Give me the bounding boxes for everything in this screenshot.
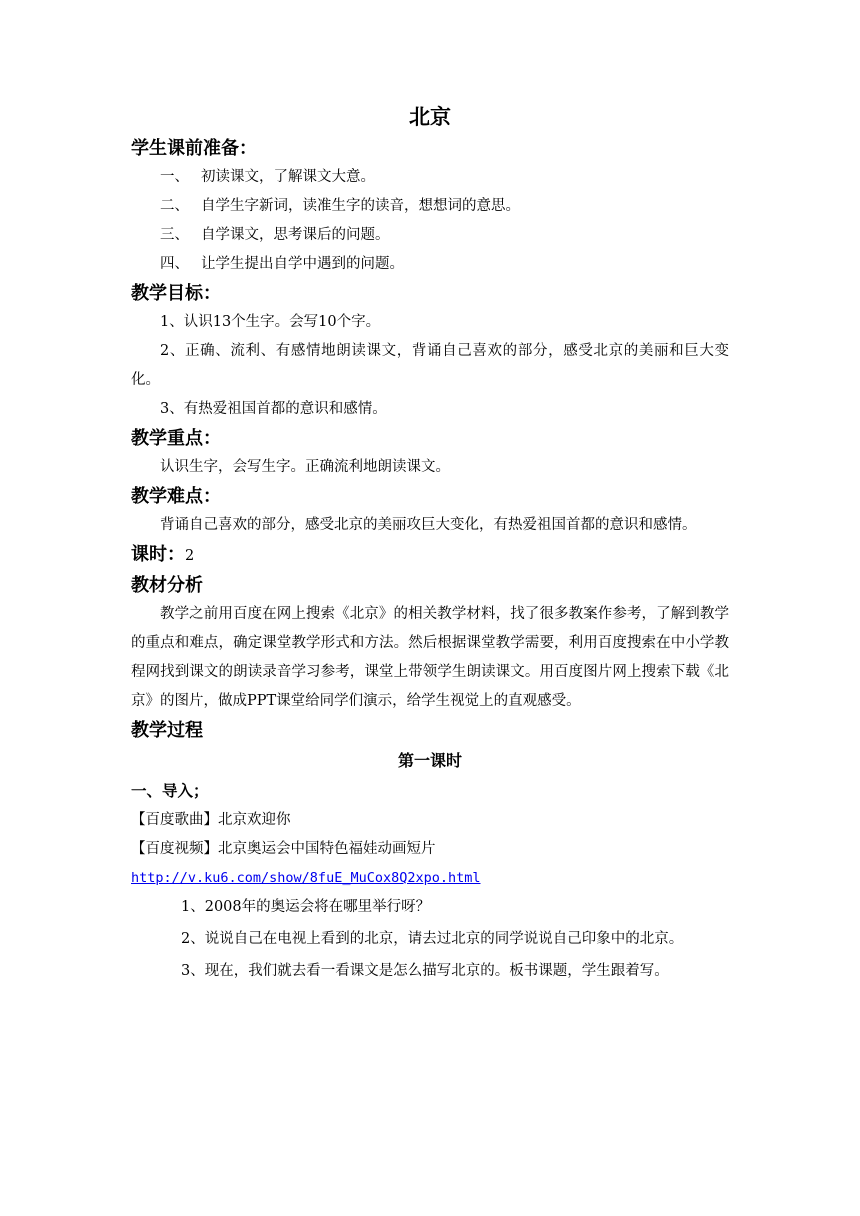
- video-link[interactable]: http://v.ku6.com/show/8fuE_MuCox8Q2xpo.html: [131, 870, 481, 886]
- prep-heading: 学生课前准备：: [131, 138, 257, 159]
- periods-value: 2: [185, 548, 195, 564]
- goals-heading: 教学目标：: [131, 283, 221, 304]
- process-heading: 教学过程: [131, 720, 203, 741]
- difficulties-text: 背诵自己喜欢的部分，感受北京的美丽攻巨大变化，有热爱祖国首都的意识和感情。: [160, 517, 697, 533]
- analysis-heading: 教材分析: [131, 575, 203, 596]
- video-line: 【百度视频】北京奥运会中国特色福娃动画短片: [131, 841, 436, 857]
- question-item: 3、现在，我们就去看一看课文是怎么描写北京的。板书课题，学生跟着写。: [181, 963, 669, 979]
- goal-item: 2、正确、流利、有感情地朗读课文，背诵自己喜欢的部分，感受北京的美丽和巨大变化。: [131, 343, 729, 388]
- periods-label: 课时：: [131, 544, 185, 565]
- goal-item: 1、认识13个生字。会写10个字。: [160, 314, 381, 330]
- prep-item-text: 自学生字新词，读准生字的读音，想想词的意思。: [201, 198, 520, 214]
- difficulties-heading: 教学难点：: [131, 486, 221, 507]
- goal-item: 3、有热爱祖国首都的意识和感情。: [160, 401, 387, 417]
- question-item: 1、2008年的奥运会将在哪里举行呀？: [181, 899, 431, 915]
- analysis-text: 教学之前用百度在网上搜索《北京》的相关教学材料，找了很多教案作参考，了解到教学的重点和难点，确定课堂教学形式和方法。然后根据课堂教学需要，利用百度搜索在中小学教程网找到课文的朗读录音学习参考，课堂上带领学生朗读课文。用百度图片网上搜索下载《北京》的图片，做成PPT课堂给同学们演示，给学生视觉上的直观感受。: [131, 606, 729, 709]
- prep-item-number: 一、: [160, 169, 189, 185]
- question-item: 2、说说自己在电视上看到的北京，请去过北京的同学说说自己印象中的北京。: [181, 931, 684, 947]
- prep-item: [131, 221, 729, 250]
- document-page: [131, 100, 729, 986]
- periods-line: [131, 540, 729, 571]
- prep-item-text: 自学课文，思考课后的问题。: [201, 227, 390, 243]
- lesson-title: 第一课时: [397, 751, 462, 770]
- document-title: 北京: [409, 105, 451, 129]
- link-line: [131, 864, 729, 893]
- intro-heading: 一、导入；: [131, 782, 209, 800]
- song-line: 【百度歌曲】北京欢迎你: [131, 812, 291, 828]
- prep-item-text: 初读课文，了解课文大意。: [201, 169, 375, 185]
- prep-item-text: 让学生提出自学中遇到的问题。: [201, 256, 404, 272]
- prep-item: [131, 163, 729, 192]
- prep-item-number: 四、: [160, 256, 189, 272]
- prep-item: [131, 192, 729, 221]
- key-points-text: 认识生字，会写生字。正确流利地朗读课文。: [160, 459, 450, 475]
- prep-item: [131, 250, 729, 279]
- key-points-heading: 教学重点：: [131, 428, 221, 449]
- prep-item-number: 三、: [160, 227, 189, 243]
- prep-item-number: 二、: [160, 198, 189, 214]
